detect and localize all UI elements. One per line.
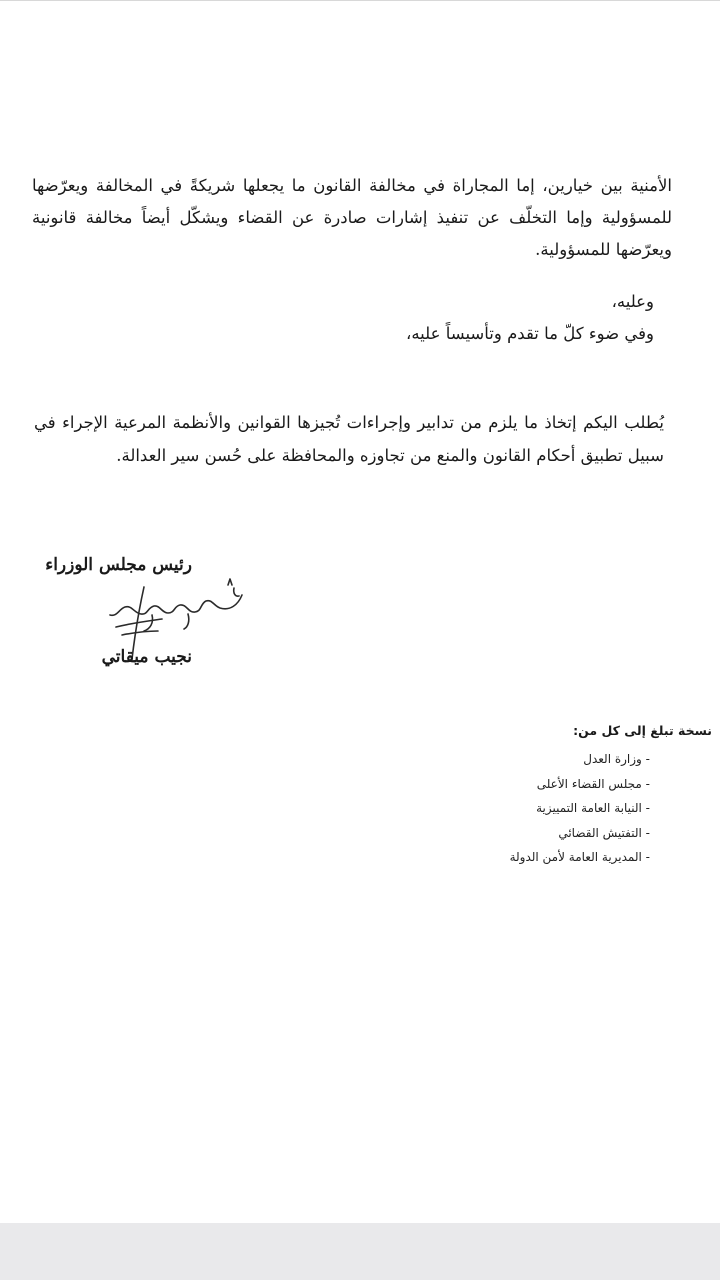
signatory-name: نجيب ميقاتي: [101, 647, 192, 667]
copies-recipient-list: [510, 749, 650, 872]
list-item: - مجلس القضاء الأعلى: [536, 776, 650, 791]
list-item: - وزارة العدل: [583, 752, 650, 766]
closing-in-light-of: وفي ضوء كلّ ما تقدم وتأسيساً عليه،: [406, 324, 654, 343]
list-item: - النيابة العامة التمييزية: [536, 801, 650, 815]
closing-therefore: وعليه،: [611, 292, 654, 311]
paragraph-security-options: الأمنية بين خيارين، إما المجاراة في مخالفة القانون ما يجعلها شريكةً في المخالفة ويعرّضها للمسؤولية وإما التخلّف عن تنفيذ إشارات صادرة عن القضاء ويشكّل أيضاً مخالفة قانونية ويعرّضها للمسؤولية.: [32, 175, 672, 259]
signatory-title: رئيس مجلس الوزراء: [45, 555, 192, 575]
paragraph-request: يُطلب اليكم إتخاذ ما يلزم من تدابير وإجراءات تُجيزها القوانين والأنظمة المرعية الإجراء في سبيل تطبيق أحكام القانون والمنع من تجاوزه والمحافظة على حُسن سير العدالة.: [34, 412, 664, 465]
list-item: - التفتيش القضائي: [558, 825, 650, 840]
list-item: - المديرية العامة لأمن الدولة: [509, 850, 650, 864]
copies-heading: نسخة تبلغ إلى كل من:: [573, 723, 712, 738]
